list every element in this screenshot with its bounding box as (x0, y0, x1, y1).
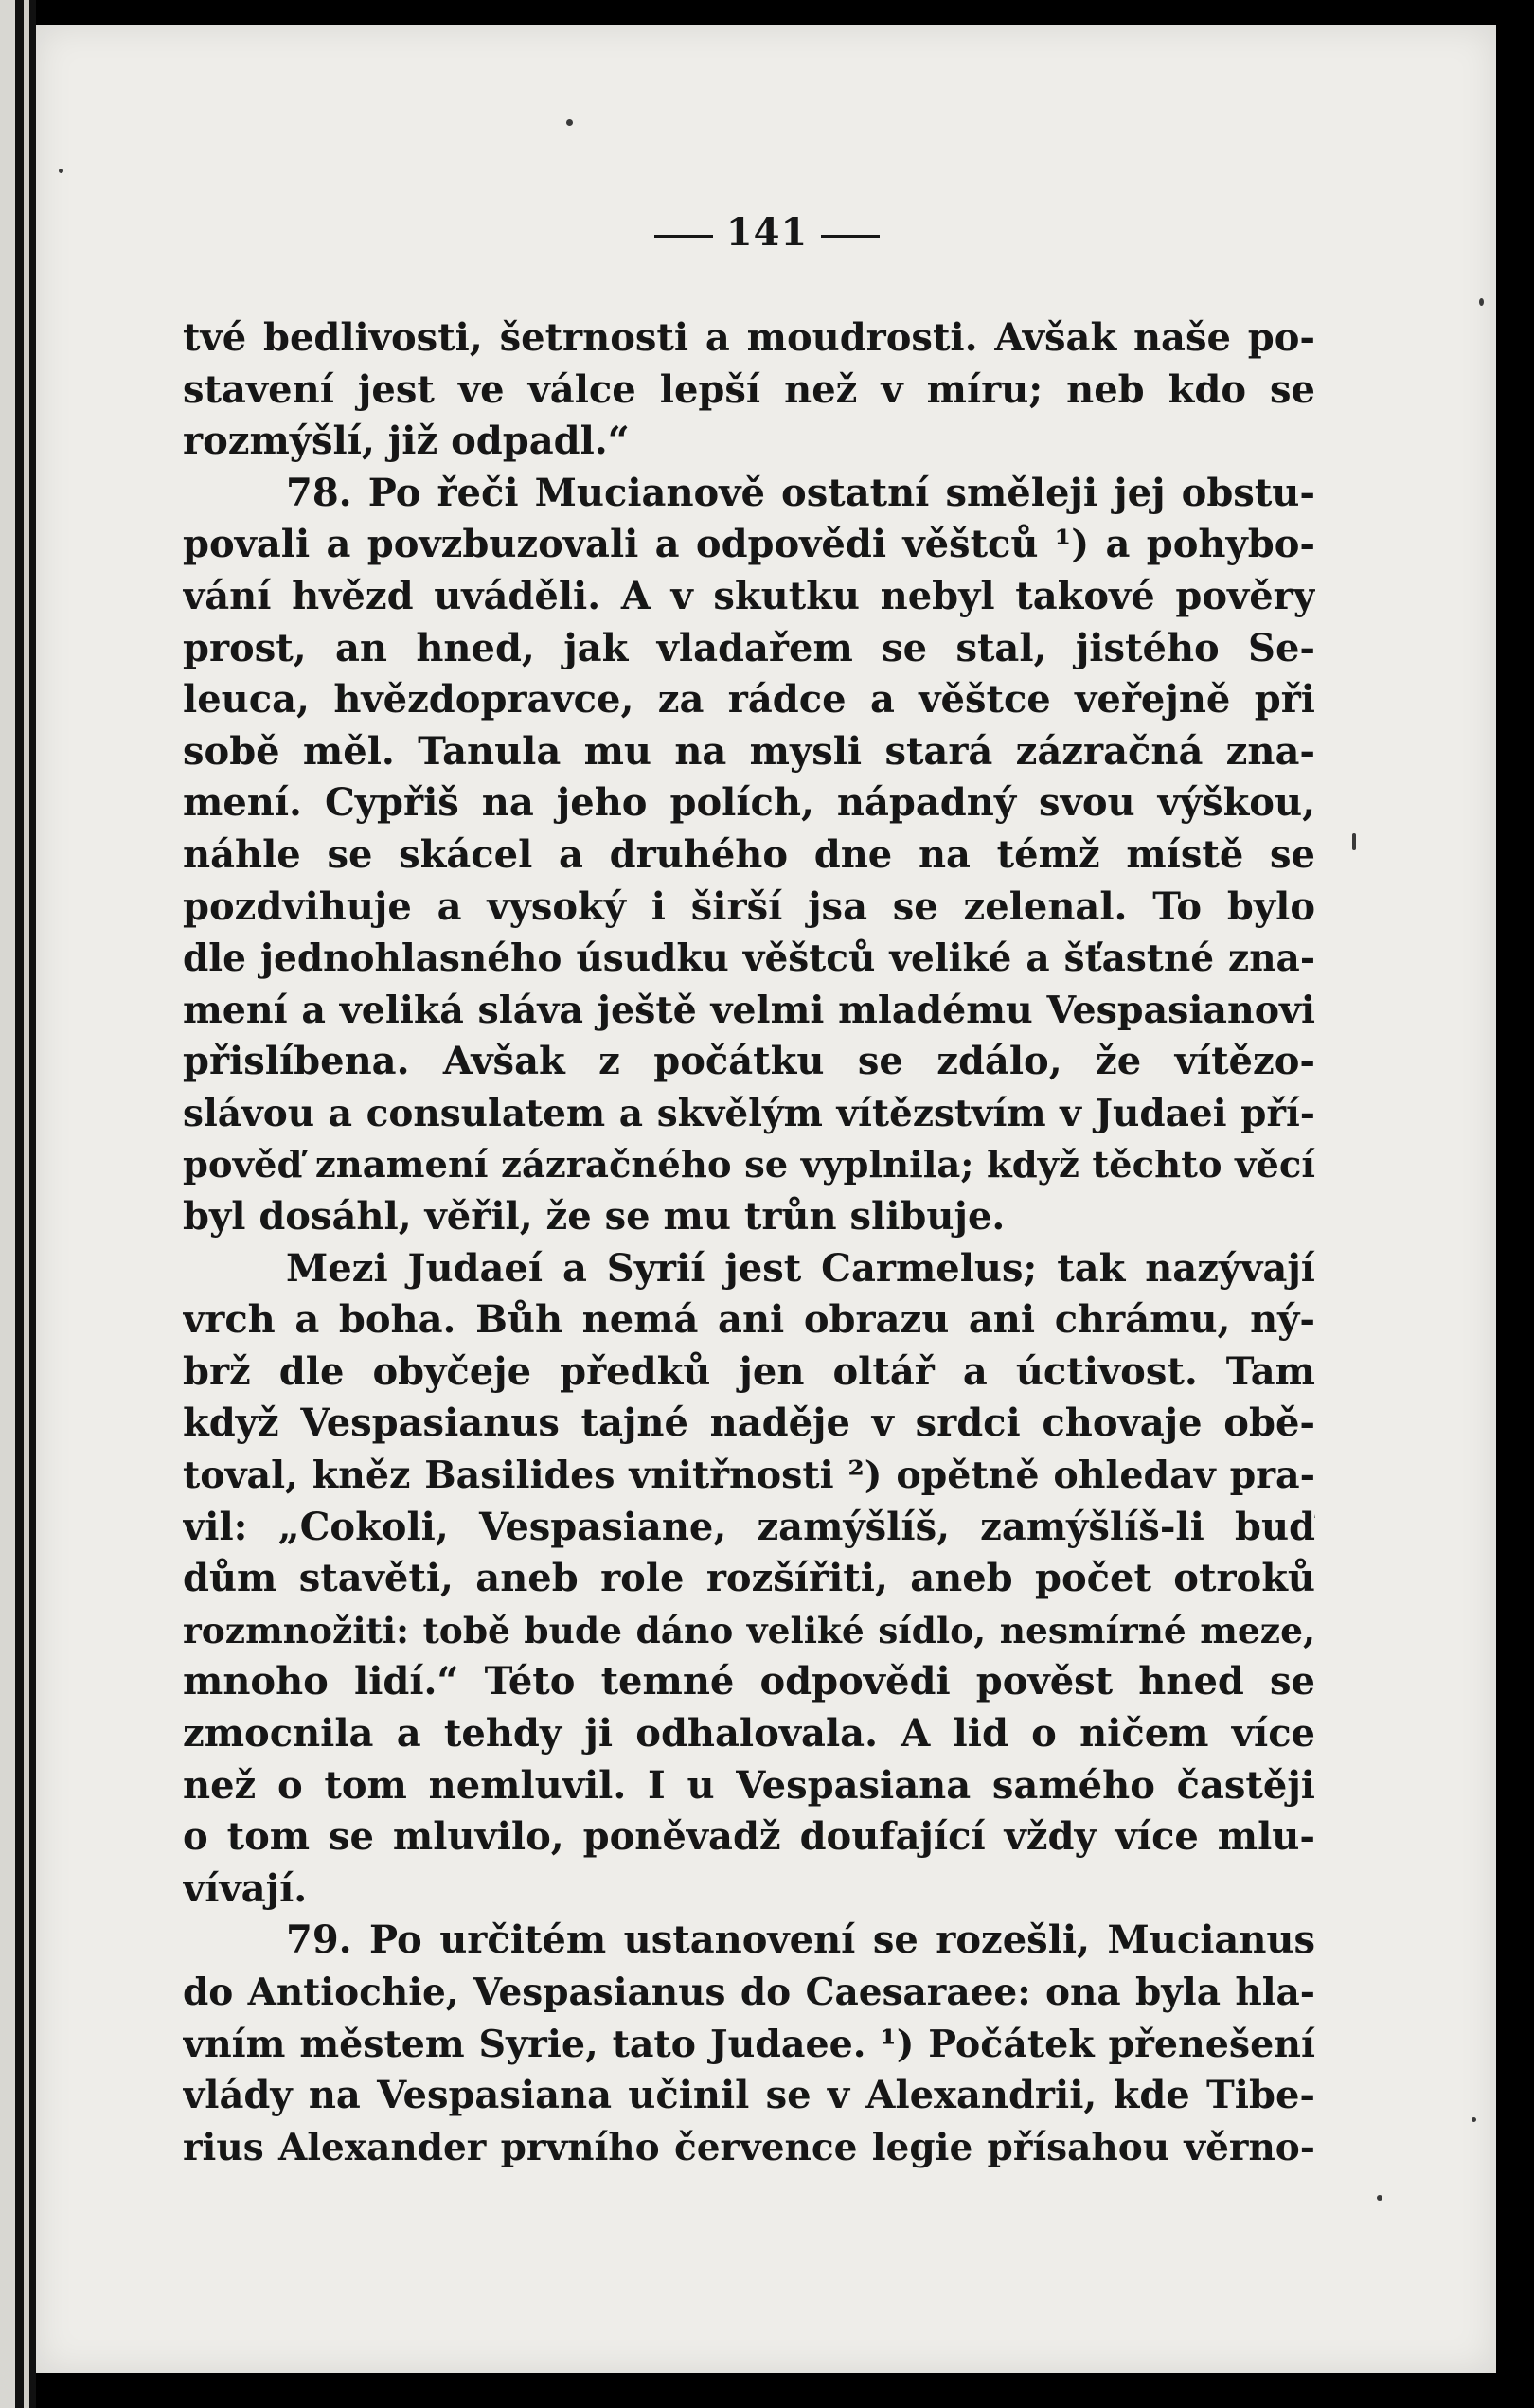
text-line: leuca, hvězdopravce, za rádce a věštce veřejně při (183, 677, 1315, 722)
page-number-dash-right (821, 235, 880, 238)
text-line: rozmnožiti: tobě bude dáno veliké sídlo, nesmírné meze, (183, 1609, 1315, 1651)
text-line: vívají. (183, 1865, 308, 1911)
page-number (0, 210, 1534, 255)
text-line: vlády na Vespasiana učinil se v Alexandrii, kde Tibe- (183, 2073, 1315, 2118)
paper-speck (566, 119, 573, 126)
binding-edge-highlight (0, 0, 15, 2408)
text-line: vrch a boha. Bůh nemá ani obrazu ani chrámu, ný- (183, 1297, 1315, 1343)
text-line: 79. Po určitém ustanovení se rozešli, Mucianus (286, 1917, 1315, 1963)
text-line: zmocnila a tehdy ji odhalovala. A lid o ničem více (183, 1711, 1315, 1757)
text-line: vání hvězd uváděli. A v skutku nebyl takové pověry (183, 573, 1315, 618)
text-line: přislíbena. Avšak z počátku se zdálo, že vítězo- (183, 1039, 1315, 1084)
text-line: když Vespasianus tajné naděje v srdci chovaje obě- (183, 1400, 1315, 1446)
text-line: dle jednohlasného úsudku věštců veliké a šťastné zna- (183, 936, 1315, 981)
page-number-value: 141 (725, 210, 809, 255)
text-line: vil: „Cokoli, Vespasiane, zamýšlíš, zamýšlíš-li buď (183, 1504, 1315, 1549)
text-line: slávou a consulatem a skvělým vítězstvím v Judaei pří- (183, 1091, 1315, 1135)
text-line: prost, an hned, jak vladařem se stal, jistého Se- (183, 625, 1315, 670)
text-line: byl dosáhl, věřil, že se mu trůn slibuje. (183, 1194, 1006, 1240)
text-line: pověď znamení zázračného se vyplnila; když těchto věcí (183, 1143, 1315, 1186)
page-number-dash-left (654, 235, 713, 238)
text-line: do Antiochie, Vespasianus do Caesaraee: ona byla hla- (183, 1971, 1315, 2014)
text-line: 78. Po řeči Mucianově ostatní směleji jej obstu- (286, 470, 1315, 515)
text-line: než o tom nemluvil. I u Vespasiana samého častěji (183, 1762, 1315, 1808)
text-line: vním městem Syrie, tato Judaee. ¹) Počátek přenešení (183, 2022, 1315, 2066)
text-line: stavení jest ve válce lepší než v míru; neb kdo se (183, 366, 1315, 412)
paper-speck (1479, 298, 1484, 306)
body-text (183, 312, 1315, 2173)
paper-speck (1472, 2117, 1476, 2122)
paper-speck (1377, 2195, 1382, 2201)
paper-speck (1352, 833, 1356, 850)
text-line: brž dle obyčeje předků jen oltář a úctivost. Tam (183, 1348, 1315, 1394)
text-line: náhle se skácel a druhého dne na témž místě se (183, 831, 1315, 877)
text-line: rozmýšlí, již odpadl.“ (183, 419, 630, 464)
text-line: rius Alexander prvního července legie přísahou věrno- (183, 2125, 1315, 2169)
text-line: mení a veliká sláva ještě velmi mladému Vespasianovi (183, 988, 1315, 1032)
text-line: povali a povzbuzovali a odpovědi věštců ¹) a pohybo- (183, 522, 1315, 567)
text-line: Mezi Judaeí a Syrií jest Carmelus; tak nazývají (286, 1245, 1315, 1291)
paper-speck (59, 169, 63, 173)
text-line: tvé bedlivosti, šetrnosti a moudrosti. Avšak naše po- (183, 315, 1315, 360)
text-line: mnoho lidí.“ Této temné odpovědi pověst hned se (183, 1659, 1315, 1704)
text-line: toval, kněz Basilides vnitřnosti ²) opětně ohledav pra- (183, 1454, 1315, 1498)
text-line: sobě měl. Tanula mu na mysli stará zázračná zna- (183, 728, 1315, 774)
text-line: mení. Cypřiš na jeho polích, nápadný svou výškou, (183, 780, 1315, 826)
binding-edge-highlight-inner (24, 0, 29, 2408)
text-line: dům stavěti, aneb role rozšířiti, aneb počet otroků (183, 1556, 1315, 1601)
text-line: pozdvihuje a vysoký i širší jsa se zelenal. To bylo (183, 883, 1315, 929)
text-line: o tom se mluvilo, poněvadž doufající vždy více mlu- (183, 1814, 1315, 1860)
